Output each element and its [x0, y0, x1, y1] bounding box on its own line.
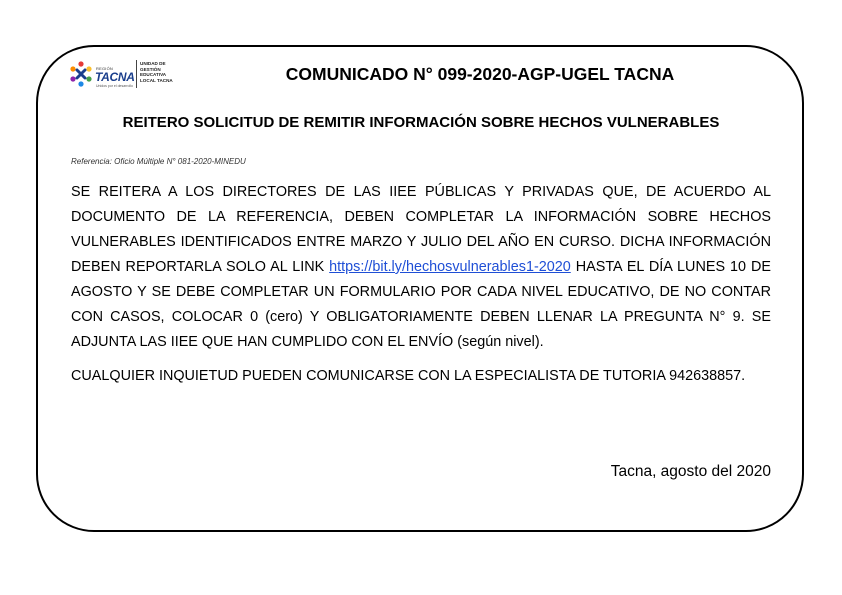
logo-ugel-text [140, 61, 188, 83]
contact-paragraph: CUALQUIER INQUIETUD PUEDEN COMUNICARSE CON LA ESPECIALISTA DE TUTORIA 942638857. [71, 368, 746, 384]
logo-region-small: REGIÓN [96, 66, 113, 71]
place-date-signoff: Tacna, agosto del 2020 [610, 463, 771, 480]
ugel-tacna-logo [68, 58, 188, 94]
reference-note: Referencia: Oficio Múltiple N° 081-2020-MINEDU [71, 157, 246, 166]
logo-ugel-line: LOCAL TACNA [140, 77, 173, 83]
logo-ugel-line: GESTIÓN [140, 66, 161, 72]
region-logo-icon [68, 60, 94, 88]
logo-ugel-line: UNIDAD DE [140, 61, 166, 66]
document-title: COMUNICADO N° 099-2020-AGP-UGEL TACNA [285, 64, 675, 84]
body-paragraph [71, 180, 771, 355]
form-link[interactable]: https://bit.ly/hechosvulnerables1-2020 [329, 259, 571, 275]
body-text-part2: HASTA EL DÍA LUNES 10 DE AGOSTO Y SE DEBE COMPLETAR UN FORMULARIO POR CADA NIVEL EDUCATIVO, DE NO CONTAR CON CASOS, COLOCAR 0 (cero) Y OBLIGATORIAMENTE DEBEN LLENAR LA PREGUNTA N° 9. SE ADJUNTA LAS IIEE QUE HAN CUMPLIDO CON EL ENVÍO (según nivel). [71, 259, 771, 350]
logo-region-name: TACNA [95, 70, 135, 84]
body-text-part1: SE REITERA A LOS DIRECTORES DE LAS IIEE PÚBLICAS Y PRIVADAS QUE, DE ACUERDO AL DOCUMENTO DE LA REFERENCIA, DEBEN COMPLETAR LA INFORMACIÓN SOBRE HECHOS VULNERABLES IDENTIFICADOS ENTRE MARZO Y JULIO DEL AÑO EN CURSO. DICHA INFORMACIÓN DEBEN REPORTARLA SOLO AL LINK [71, 184, 771, 275]
logo-ugel-line: EDUCATIVA [140, 72, 167, 78]
document-subtitle: REITERO SOLICITUD DE REMITIR INFORMACIÓN SOBRE HECHOS VULNERABLES [122, 114, 720, 131]
logo-tagline: Unidos por el desarrollo [96, 84, 133, 88]
logo-divider [136, 60, 137, 88]
